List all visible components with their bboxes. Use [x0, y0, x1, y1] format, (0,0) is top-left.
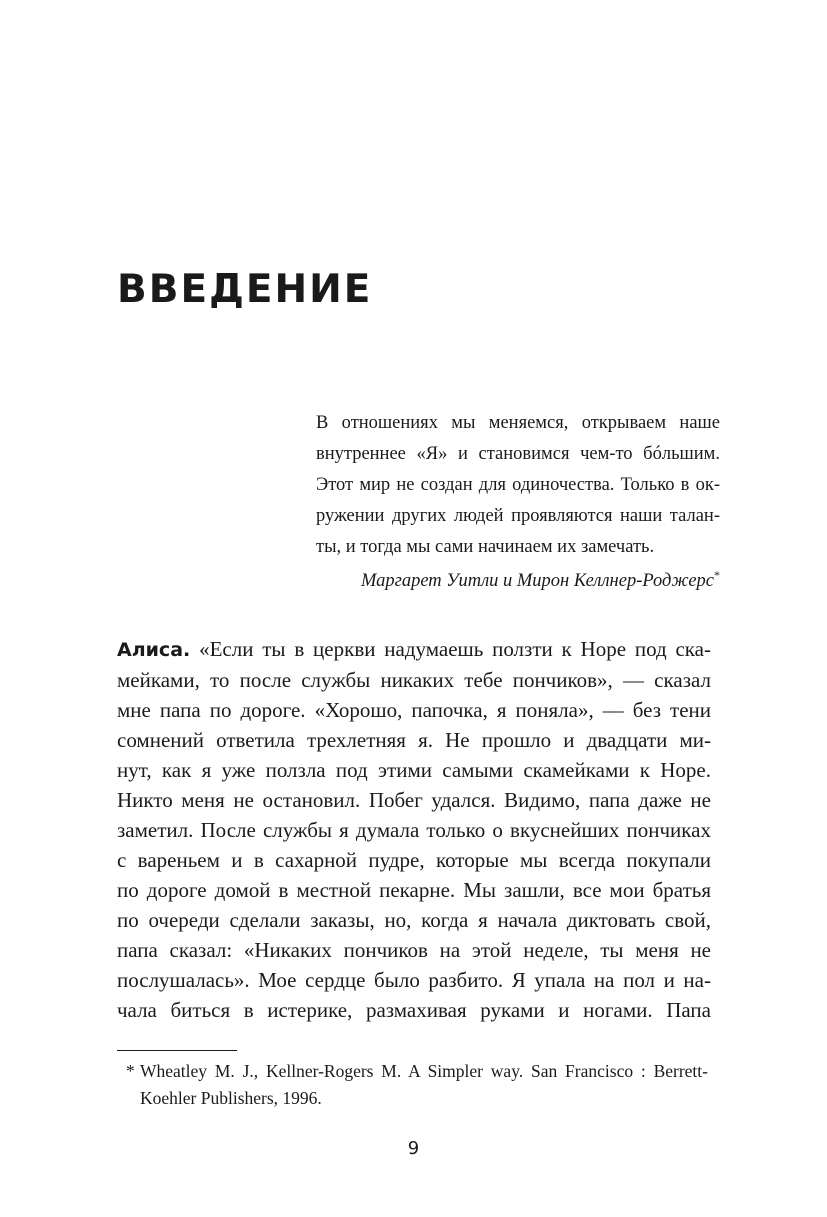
epigraph-line: ты, и тогда мы сами начинаем их замечать.	[316, 537, 655, 557]
speaker-name: Алиса.	[117, 639, 191, 661]
body-line	[117, 634, 711, 665]
epigraph-author	[316, 566, 720, 597]
body-line: послушалась». Мое сердце было разбито. Я упала на пол и на-	[117, 968, 711, 992]
footnote-line: Wheatley M. J., Kellner-Rogers M. A Simpler way. San Francisco : Berrett-	[140, 1061, 708, 1081]
body-line: заметил. После службы я думала только о вкуснейших пончиках	[117, 818, 711, 842]
body-line: мейками, то после службы никаких тебе пончиков», — сказал	[117, 668, 711, 692]
body-line: по очереди сделали заказы, но, когда я начала диктовать свой,	[117, 908, 711, 932]
body-text	[117, 634, 711, 1025]
epigraph	[316, 408, 720, 597]
chapter-title: ВВЕДЕНИЕ	[117, 267, 373, 312]
page-number: 9	[407, 1138, 420, 1159]
body-line: папа сказал: «Никаких пончиков на этой неделе, ты меня не	[117, 938, 711, 962]
body-line: с вареньем и в сахарной пудре, которые мы всегда покупали	[117, 848, 711, 872]
body-line-text: «Если ты в церкви надумаешь ползти к Норе под ска-	[199, 637, 711, 661]
footnote	[126, 1058, 708, 1112]
body-line: Никто меня не остановил. Побег удался. Видимо, папа даже не	[117, 788, 711, 812]
epigraph-line: ружении других людей проявляются наши талан-	[316, 506, 720, 526]
epigraph-line: Этот мир не создан для одиночества. Только в ок-	[316, 475, 720, 495]
body-line: по дороге домой в местной пекарне. Мы зашли, все мои братья	[117, 878, 711, 902]
footnote-line: Koehler Publishers, 1996.	[140, 1088, 322, 1108]
footnote-divider	[117, 1050, 237, 1051]
body-line: чала биться в истерике, размахивая руками и ногами. Папа	[117, 998, 711, 1022]
body-line: нут, как я уже ползла под этими самыми скамейками к Норе.	[117, 758, 711, 782]
epigraph-line: В отношениях мы меняемся, открываем наше	[316, 413, 720, 433]
footnote-marker: *	[126, 1061, 135, 1081]
epigraph-author-name: Маргарет Уитли и Мирон Келлнер-Роджерс	[360, 571, 714, 591]
footnote-reference-marker[interactable]: *	[714, 567, 720, 582]
body-line: мне папа по дороге. «Хорошо, папочка, я поняла», — без тени	[117, 698, 711, 722]
body-line: сомнений ответила трехлетняя я. Не прошло и двадцати ми-	[117, 728, 711, 752]
epigraph-line: внутреннее «Я» и становимся чем-то бóльшим.	[316, 444, 720, 464]
